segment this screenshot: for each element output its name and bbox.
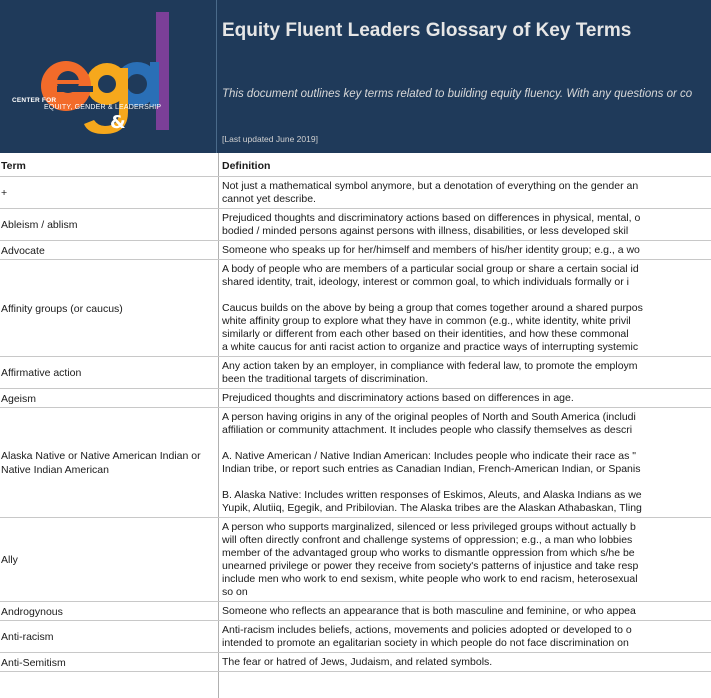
- table-row: [0, 356, 711, 389]
- table-row: [0, 620, 711, 653]
- definition-line: Not just a mathematical symbol anymore, but a denotation of everything on the gender an: [222, 180, 639, 192]
- definition-cell: [222, 244, 711, 257]
- table-row: [0, 517, 711, 602]
- term-cell: Affinity groups (or caucus): [1, 302, 123, 315]
- term-cell: Ageism: [1, 393, 37, 405]
- table-row: [0, 388, 711, 408]
- definition-line: similarly or different from each other based on their identities, and how these commonal: [222, 328, 629, 340]
- last-updated: [Last updated June 2019]: [222, 134, 318, 144]
- definition-line: [222, 289, 711, 302]
- definition-line: intended to promote an egalitarian society in which people do not face discrimination on: [222, 637, 629, 649]
- definition-cell: [222, 392, 711, 405]
- definition-line: Indian tribe, or report such entries as Canadian Indian, French-American Indian, or Spanis: [222, 463, 641, 475]
- table-bottom-border: [0, 671, 711, 672]
- definition-cell: [222, 360, 711, 386]
- table-row: [0, 407, 711, 518]
- definition-line: Yupik, Alutiiq, Egegik, and Pribilovian. The Alaska tribes are the Alaskan Athabaskan, Tling: [222, 502, 642, 514]
- egal-logo: [0, 0, 216, 153]
- definition-line: The fear or hatred of Jews, Judaism, and related symbols.: [222, 656, 493, 668]
- definition-line: a white caucus for anti racist action to organize and practice ways of interrupting systemic: [222, 341, 639, 353]
- table-row: [0, 208, 711, 241]
- definition-line: [222, 437, 711, 450]
- definition-line: so on: [222, 586, 248, 598]
- definition-cell: [222, 605, 711, 618]
- definition-line: [222, 476, 711, 489]
- table-row: [0, 240, 711, 260]
- definition-cell: [222, 624, 711, 650]
- term-cell: Ally: [1, 554, 18, 566]
- definition-line: Prejudiced thoughts and discriminatory actions based on differences in age.: [222, 392, 574, 404]
- definition-cell: [222, 521, 711, 599]
- definition-line: white affinity group to explore what they have in common (e.g., white identity, white privil: [222, 315, 631, 327]
- term-cell: Anti-racism: [1, 631, 54, 643]
- svg-text:&: &: [110, 112, 126, 133]
- definition-line: B. Alaska Native: Includes written responses of Eskimos, Aleuts, and Alaska Indians as we: [222, 489, 642, 501]
- definition-line: shared identity, trait, ideology, interest or common goal, to which individuals formally or i: [222, 276, 629, 288]
- column-header-definition: Definition: [222, 160, 271, 172]
- term-cell: Affirmative action: [1, 367, 82, 379]
- definition-cell: [222, 263, 711, 354]
- definition-line: affiliation or community attachment. It includes people who classify themselves as descri: [222, 424, 633, 436]
- definition-cell: [222, 180, 711, 206]
- definition-line: will often directly confront and challenge systems of oppression; e.g., a man who lobbies: [222, 534, 633, 546]
- definition-cell: [222, 212, 711, 238]
- definition-line: Someone who reflects an appearance that is both masculine and feminine, or who appea: [222, 605, 636, 617]
- definition-line: cannot yet describe.: [222, 193, 316, 205]
- page-subtitle: This document outlines key terms related to building equity fluency. With any questions or co: [222, 88, 693, 100]
- logo-cell: [0, 0, 217, 153]
- table-row: [0, 176, 711, 209]
- column-header-term: Term: [1, 160, 26, 172]
- definition-line: A body of people who are members of a particular social group or share a certain social id: [222, 263, 639, 275]
- definition-cell: [222, 411, 711, 515]
- definition-line: A person having origins in any of the original peoples of North and South America (includi: [222, 411, 636, 423]
- definition-line: Anti-racism includes beliefs, actions, movements and policies adopted or developed to o: [222, 624, 632, 636]
- definition-line: A person who supports marginalized, silenced or less privileged groups without actually b: [222, 521, 636, 533]
- page-title: Equity Fluent Leaders Glossary of Key Terms: [222, 20, 632, 41]
- definition-line: A. Native American / Native Indian American: Includes people who indicate their race as ": [222, 450, 637, 462]
- definition-line: include men who work to end sexism, white people who work to end racism, heterosexual: [222, 573, 638, 585]
- definition-line: Someone who speaks up for her/himself and members of his/her identity group; e.g., a wo: [222, 244, 640, 256]
- definition-line: unearned privilege or power they receive from society's patterns of injustice and take resp: [222, 560, 639, 572]
- table-row: [0, 259, 711, 357]
- definition-line: been the traditional targets of discrimination.: [222, 373, 429, 385]
- table-row: [0, 601, 711, 621]
- definition-line: Caucus builds on the above by being a group that comes together around a shared purpos: [222, 302, 643, 314]
- definition-cell: [222, 656, 711, 669]
- term-cell: Androgynous: [1, 606, 63, 618]
- term-cell: Advocate: [1, 245, 45, 257]
- logo-caption-line2: EQUITY, GENDER & LEADERSHIP: [44, 104, 162, 111]
- table-row: [0, 652, 711, 672]
- definition-line: Prejudiced thoughts and discriminatory actions based on differences in physical, mental, o: [222, 212, 641, 224]
- definition-line: member of the advantaged group who works to dismantle oppression from which s/he be: [222, 547, 635, 559]
- header-banner: [0, 0, 711, 153]
- definition-line: bodied / minded persons against persons with illness, disabilities, or less developed skil: [222, 225, 629, 237]
- logo-caption-line1: CENTER FOR: [12, 97, 57, 104]
- term-cell: Ableism / ablism: [1, 219, 78, 231]
- term-cell: Alaska Native or Native American Indian or Native Indian American: [1, 450, 201, 476]
- term-cell: +: [1, 187, 8, 199]
- term-cell: Anti-Semitism: [1, 657, 66, 669]
- definition-line: Any action taken by an employer, in compliance with federal law, to promote the employm: [222, 360, 638, 372]
